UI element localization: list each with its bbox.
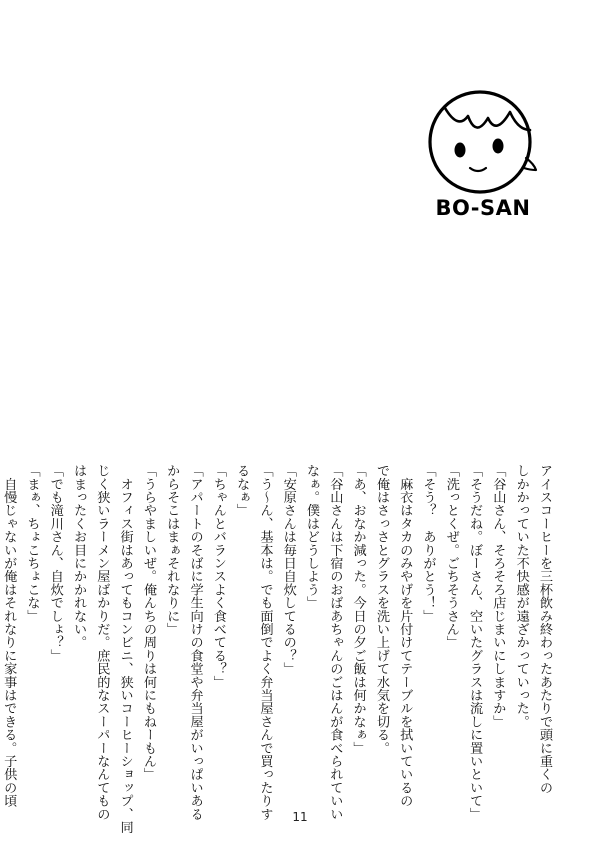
text-column: 「ちゃんとバランスよく食べてる？」 <box>210 464 226 689</box>
text-column: 「そう？ ありがとう！」 <box>420 464 436 623</box>
text-column: 「うらやましいぜ。俺んちの周りは何にもねーもん」 <box>140 464 156 781</box>
text-column: しかかっていた不快感が遠ざかっていった。 <box>513 464 529 728</box>
text-column: なぁ。僕はどうしよう」 <box>304 464 320 610</box>
text-column: じく狭いラーメン屋ばかりだ。庶民的なスーパーなんてもの <box>94 464 110 821</box>
text-column: オフィス街はあってもコンビニ、狭いコーヒーショップ、同 <box>117 464 133 834</box>
text-column: 「そうだね。ぼーさん、空いたグラスは流しに置いといて」 <box>467 464 483 821</box>
text-column: アイスコーヒーを三杯飲み終わったあたりで頭に重くの <box>537 464 552 794</box>
page-number: 11 <box>292 810 308 824</box>
text-column: るなぁ」 <box>234 464 250 517</box>
text-column: 「まぁ、ちょこちょこな」 <box>24 464 40 623</box>
text-column: 自慢じゃないが俺はそれなりに家事はできる。子供の頃 <box>1 464 17 808</box>
text-column: 「谷山さん、そろそろ店じまいにしますか」 <box>490 464 506 728</box>
text-column: 「谷山さんは下宿のおばあちゃんのごはんが食べられていい <box>327 464 343 821</box>
text-column: からそこはまぁそれなりに」 <box>164 464 180 636</box>
character-name-label: BO-SAN <box>435 196 531 220</box>
text-column: で俺はさっさとグラスを洗い上げて水気を切る。 <box>373 464 389 755</box>
text-column: 「でも滝川さん、自炊でしょ？」 <box>47 464 63 662</box>
text-column: 「安原さんは毎日自炊してるの？」 <box>280 464 296 676</box>
text-column: 麻衣はタカのみやげを片付けてテーブルを拭いているの <box>397 464 413 808</box>
text-column: はまったくお目にかかれない。 <box>71 464 87 649</box>
text-column: 「洗っとくぜ。ごちそうさん」 <box>443 464 459 649</box>
character-illustration <box>418 72 550 212</box>
text-column: 「う～ん、基本は。でも面倒でよく弁当屋さんで買ったりす <box>257 464 273 821</box>
text-column: 「あ、おなか減った。今日の夕ご飯は何かなぁ」 <box>350 464 366 755</box>
smiling-face-icon <box>418 72 550 212</box>
text-column: 「アパートのそばに学生向けの食堂や弁当屋がいっぱいある <box>187 464 203 821</box>
